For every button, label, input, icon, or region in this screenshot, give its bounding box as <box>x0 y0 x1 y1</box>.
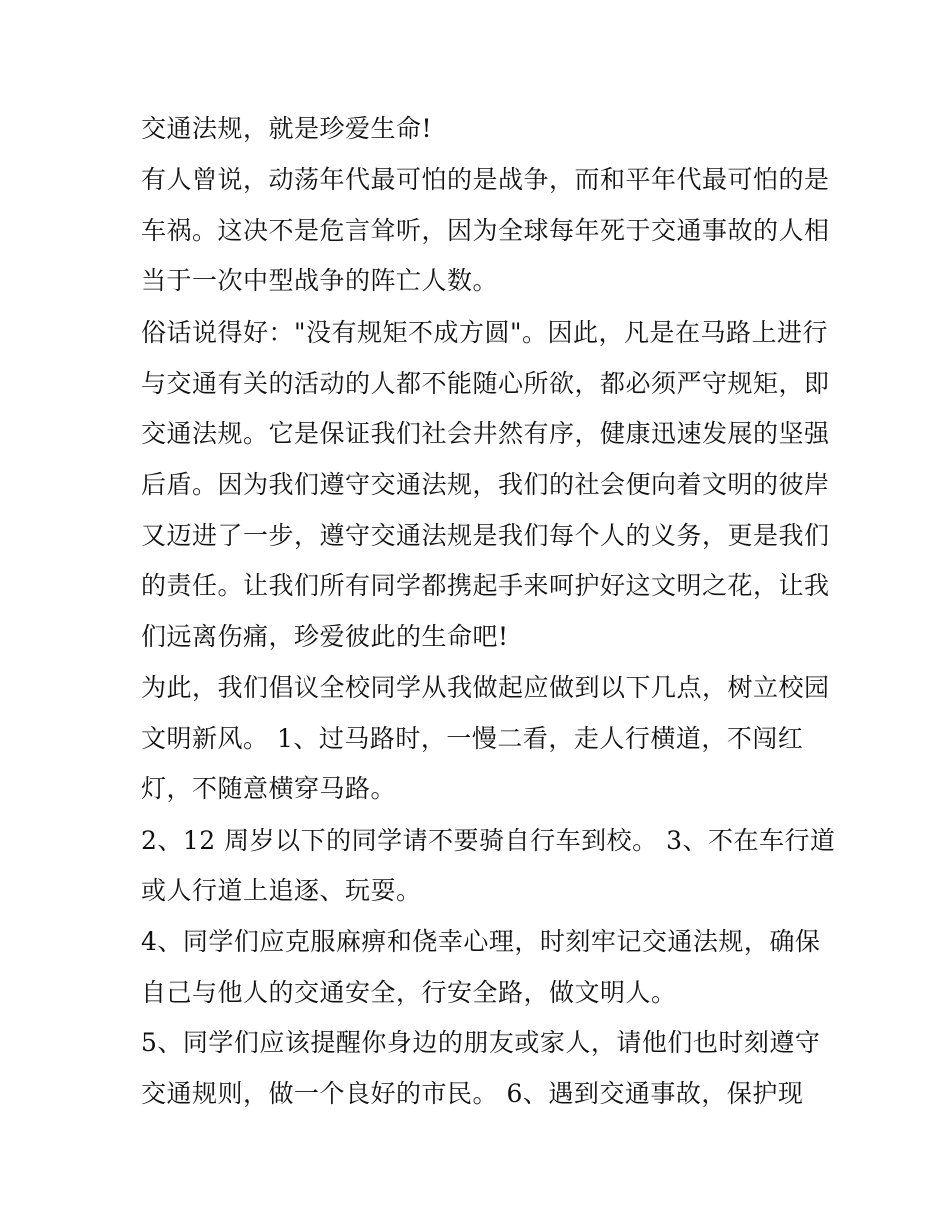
text-line: 为此，我们倡议全校同学从我做起应做到以下几点，树立校园 <box>141 673 830 702</box>
text-line: 们远离伤痛，珍爱彼此的生命吧! <box>141 622 509 651</box>
text-line: 自己与他人的交通安全，行安全路，做文明人。 <box>141 978 677 1007</box>
text-line: 的责任。让我们所有同学都携起手来呵护好这文明之花，让我 <box>141 571 830 600</box>
text-line: 文明新风。 1、过马路时，一慢二看，走人行横道，不闯红 <box>141 724 804 753</box>
text-line: 俗话说得好："没有规矩不成方圆"。因此，凡是在马路上进行 <box>141 318 829 347</box>
text-line: 交通规则，做一个良好的市民。 6、遇到交通事故，保护现 <box>141 1079 804 1108</box>
text-line: 与交通有关的活动的人都不能随心所欲，都必须严守规矩，即 <box>141 369 830 398</box>
text-line: 交通法规，就是珍爱生命! <box>141 114 433 143</box>
text-line: 灯，不随意横穿马路。 <box>141 774 397 803</box>
text-line: 交通法规。它是保证我们社会井然有序，健康迅速发展的坚强 <box>141 419 830 448</box>
text-line: 又迈进了一步，遵守交通法规是我们每个人的义务，更是我们 <box>141 521 830 550</box>
text-line: 5、同学们应该提醒你身边的朋友或家人，请他们也时刻遵守 <box>141 1028 821 1057</box>
text-line: 当于一次中型战争的阵亡人数。 <box>141 266 499 295</box>
text-line: 后盾。因为我们遵守交通法规，我们的社会便向着文明的彼岸 <box>141 470 830 499</box>
text-line: 2、12 周岁以下的同学请不要骑自行车到校。 3、不在车行道 <box>141 826 836 855</box>
text-line: 有人曾说，动荡年代最可怕的是战争，而和平年代最可怕的是 <box>141 165 830 194</box>
text-line: 或人行道上追逐、玩耍。 <box>141 876 422 905</box>
text-line: 4、同学们应克服麻痹和侥幸心理，时刻牢记交通法规，确保 <box>141 927 821 956</box>
text-line: 车祸。这决不是危言耸听，因为全球每年死于交通事故的人相 <box>141 216 830 245</box>
